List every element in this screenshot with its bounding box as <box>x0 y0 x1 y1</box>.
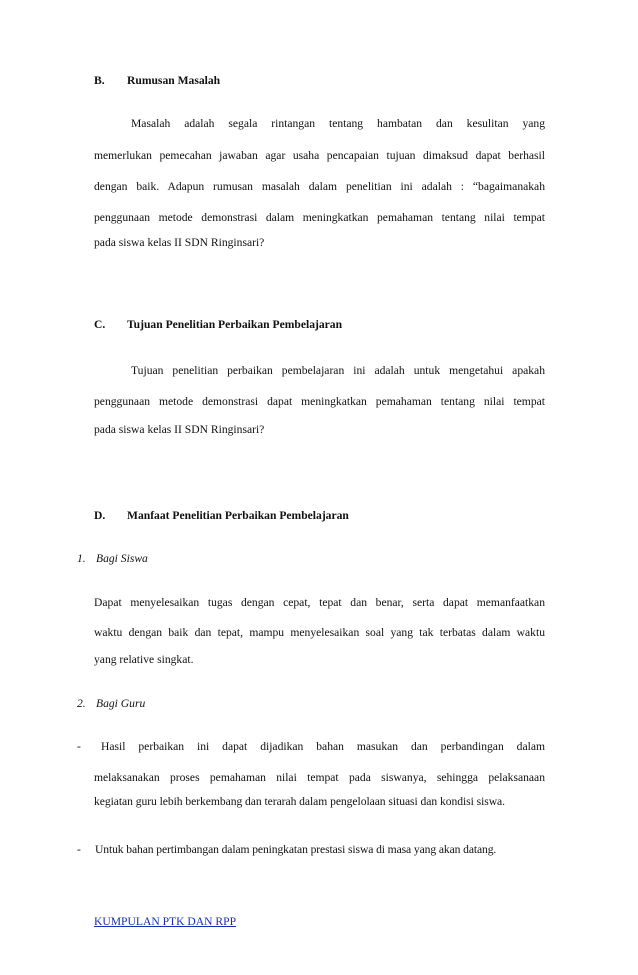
section-b-letter: B. <box>94 74 105 87</box>
bullet-2-line-1: Untuk bahan pertimbangan dalam peningkatan prestasi siswa di masa yang akan datang. <box>95 843 497 856</box>
section-b-line-5: pada siswa kelas II SDN Ringinsari? <box>94 236 265 249</box>
section-c-line-1: Tujuan penelitian perbaikan pembelajaran ini adalah untuk mengetahui apakah <box>131 364 545 377</box>
item-1-line-2: waktu dengan baik dan tepat, mampu menyelesaikan soal yang tak terbatas dalam waktu <box>94 626 545 639</box>
section-d-title: Manfaat Penelitian Perbaikan Pembelajaran <box>127 509 349 522</box>
bullet-1-line-3: kegiatan guru lebih berkembang dan terarah dalam pengelolaan situasi dan kondisi siswa. <box>94 795 505 808</box>
bullet-2-marker: - <box>77 843 81 856</box>
section-b-line-4: penggunaan metode demonstrasi dalam meningkatkan pemahaman tentang nilai tempat <box>94 211 545 224</box>
section-d-letter: D. <box>94 509 106 522</box>
item-1-title: Bagi Siswa <box>96 552 148 565</box>
footer-link[interactable]: KUMPULAN PTK DAN RPP <box>94 915 237 928</box>
item-1-line-1: Dapat menyelesaikan tugas dengan cepat, tepat dan benar, serta dapat memanfaatkan <box>94 596 545 609</box>
item-2-title: Bagi Guru <box>96 697 146 710</box>
section-c-title: Tujuan Penelitian Perbaikan Pembelajaran <box>127 318 343 331</box>
section-b-title: Rumusan Masalah <box>127 74 221 87</box>
item-1-number: 1. <box>77 552 86 565</box>
bullet-1-line-1: Hasil perbaikan ini dapat dijadikan bahan masukan dan perbandingan dalam <box>101 740 545 753</box>
bullet-1-line-2: melaksanakan proses pemahaman nilai tempat pada siswanya, sehingga pelaksanaan <box>94 771 545 784</box>
section-c-line-2: penggunaan metode demonstrasi dapat meningkatkan pemahaman tentang nilai tempat <box>94 395 545 408</box>
section-b-line-1: Masalah adalah segala rintangan tentang hambatan dan kesulitan yang <box>131 117 545 130</box>
section-b-line-2: memerlukan pemecahan jawaban agar usaha pencapaian tujuan dimaksud dapat berhasil <box>94 149 545 162</box>
section-b-line-3: dengan baik. Adapun rumusan masalah dalam penelitian ini adalah : “bagaimanakah <box>94 180 545 193</box>
section-c-line-3: pada siswa kelas II SDN Ringinsari? <box>94 423 265 436</box>
bullet-1-marker: - <box>77 740 81 753</box>
section-c-letter: C. <box>94 318 106 331</box>
item-2-number: 2. <box>77 697 86 710</box>
item-1-line-3: yang relative singkat. <box>94 653 194 666</box>
